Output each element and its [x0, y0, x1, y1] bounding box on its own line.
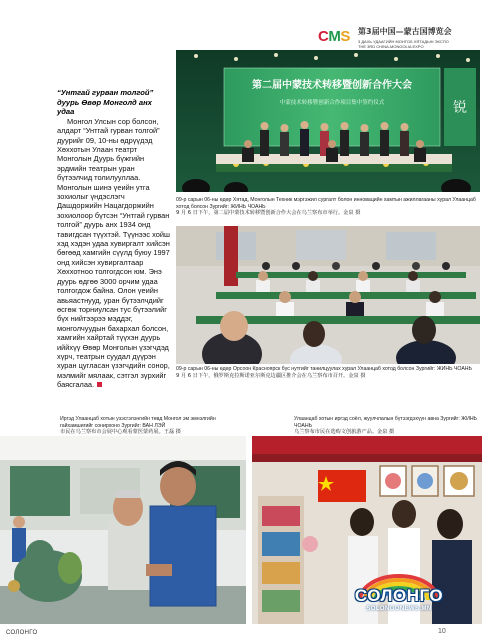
caption-conference-cn: 9 月 6 日下午，俄罗斯克拉斯诺亚尔斯克边疆区推介会在乌兰察布市召开。金泉 摄: [176, 372, 366, 379]
caption-medicine-mn: Иргэд Улаанцаб хотын узэсгэлэнгийн төвд Монгол эм эмнэлгийн гайхамшигийг сонирхоно Зургийг: ВАН ЛЭЙ: [60, 416, 216, 429]
expo-title-mn: 3 ДАХЬ УДААГИЙН МОНГОЛ-ХЯТАДЫН ЭКСПО: [358, 39, 449, 44]
caption-signing-mn: 09-р сарын 06-ны өдөр Хятад, Монголын Техник мэргэжил сургалт болон инновацийн хамтын ажиллагааны хурал Улаанцаб хотод болсон Зургийг: ЖИНЬ ЧОАНЬ: [176, 197, 476, 210]
banner-title: 第二届中蒙技术转移暨创新合作大会: [252, 80, 412, 91]
caption-products-cn: 乌兰察布市民在选购文创旅游产品。金泉 摄: [294, 429, 395, 436]
photo-conference-hall: [176, 226, 480, 364]
article-end-mark: [97, 382, 102, 387]
caption-signing-cn: 9 月 6 日下午，第二届中蒙技术转移暨创新合作大会在乌兰察布市举行。金泉 摄: [176, 210, 361, 217]
expo-logo-mark: CMS: [318, 28, 350, 45]
caption-medicine-expo: [60, 416, 240, 436]
page-number: 10: [438, 628, 446, 635]
caption-conference-mn: 09-р сарын 06-ны өдөр Орсоон Красноярск бүс нутгийг танилцуулах хурал Улаанцаб хотод болсон Зургийг: ЖИНЬ ЧОАНЬ: [176, 366, 472, 372]
expo-title-cn: 第3届中国—蒙古国博览会: [358, 27, 452, 36]
expo-logo-text: [358, 26, 480, 49]
article: [57, 88, 171, 390]
caption-conference-hall: [176, 366, 480, 379]
photo-conference-hall-image: [176, 226, 480, 364]
caption-cultural-products: [294, 416, 480, 436]
photo-medicine-exhibit-image: [0, 436, 246, 624]
footer-section-label: СОЛОНГО: [6, 630, 38, 636]
caption-products-mn: Улаанцаб хотын иргэд соёл, жуулчлалын бүтээгдэхүүн авна Зургийг: ЖИНЬ ЧОАНЬ: [294, 416, 477, 429]
brand-url: SOLONGONEWS.MN: [366, 606, 432, 612]
photo-medicine-exhibit: [0, 436, 246, 624]
expo-title-en: THE 3RD CHINA-MONGOLIA EXPO: [358, 44, 424, 49]
solongo-brand-logo: [346, 572, 452, 616]
article-heading: “Унтгай гурван толгой” дуурь Өвөр Монголд анх удаа: [57, 88, 154, 117]
caption-signing-ceremony: [176, 197, 480, 217]
photo-signing-ceremony: [176, 50, 480, 192]
brand-name: СОЛОНГО: [354, 586, 444, 605]
banner-right-tag: 锐: [453, 100, 467, 116]
photo-signing-ceremony-image: [176, 50, 480, 192]
caption-medicine-cn: 市民在乌兰察布市会展中心观看蒙医蒙药展。王磊 摄: [60, 429, 181, 436]
banner-subtitle: 中蒙技术转移暨创新合作项目集中签约仪式: [279, 100, 385, 106]
article-body: Монгол Улсын сор болсон, алдарт “Унтгай гурван толгой” дуурийг 09, 10-ны өдрүүдэд Хөххотын Улаан театрт Монголын Дуурь бүжгийн эрдмийн театрын уран бүтээлчид толилууллаа. Монголын шинэ үеийн утга зохиолыг үндэслэгч Дашдоржийн Нацагдоржийн зохиолоор бүтсэн “Унтгай гурван толгой” дуурь анх 1934 онд тавигдсан түүхтэй. Түүнээс хойш хэд хэдэн удаа хувиргалт хийсэн бөгөөд хамгийн сүүлд буюу 1997 онд хийсэн хувиргалтаар Хөххотноо толгогдсон юм. Энэ дуурь өдгөө 3000 орчим удаа толгогдож байна. Олон үеийн авьяастнууд, уран бүтээлчдийг өсгөж торниулсан тус бүтээлийг бүх нийтээрээ мэддэг, монголчуудын бахархал болсон, хамгийн хайртай түүхэн дуурь иййхүү Өвөр Монголын үзэгчдэд хүрч, театрын суудал дүүрэн хуран цугласан үзэгчдийн сонор, мэлмийг мялаак, сэтгэл зүрхийг баясгалаа.: [57, 116, 170, 390]
